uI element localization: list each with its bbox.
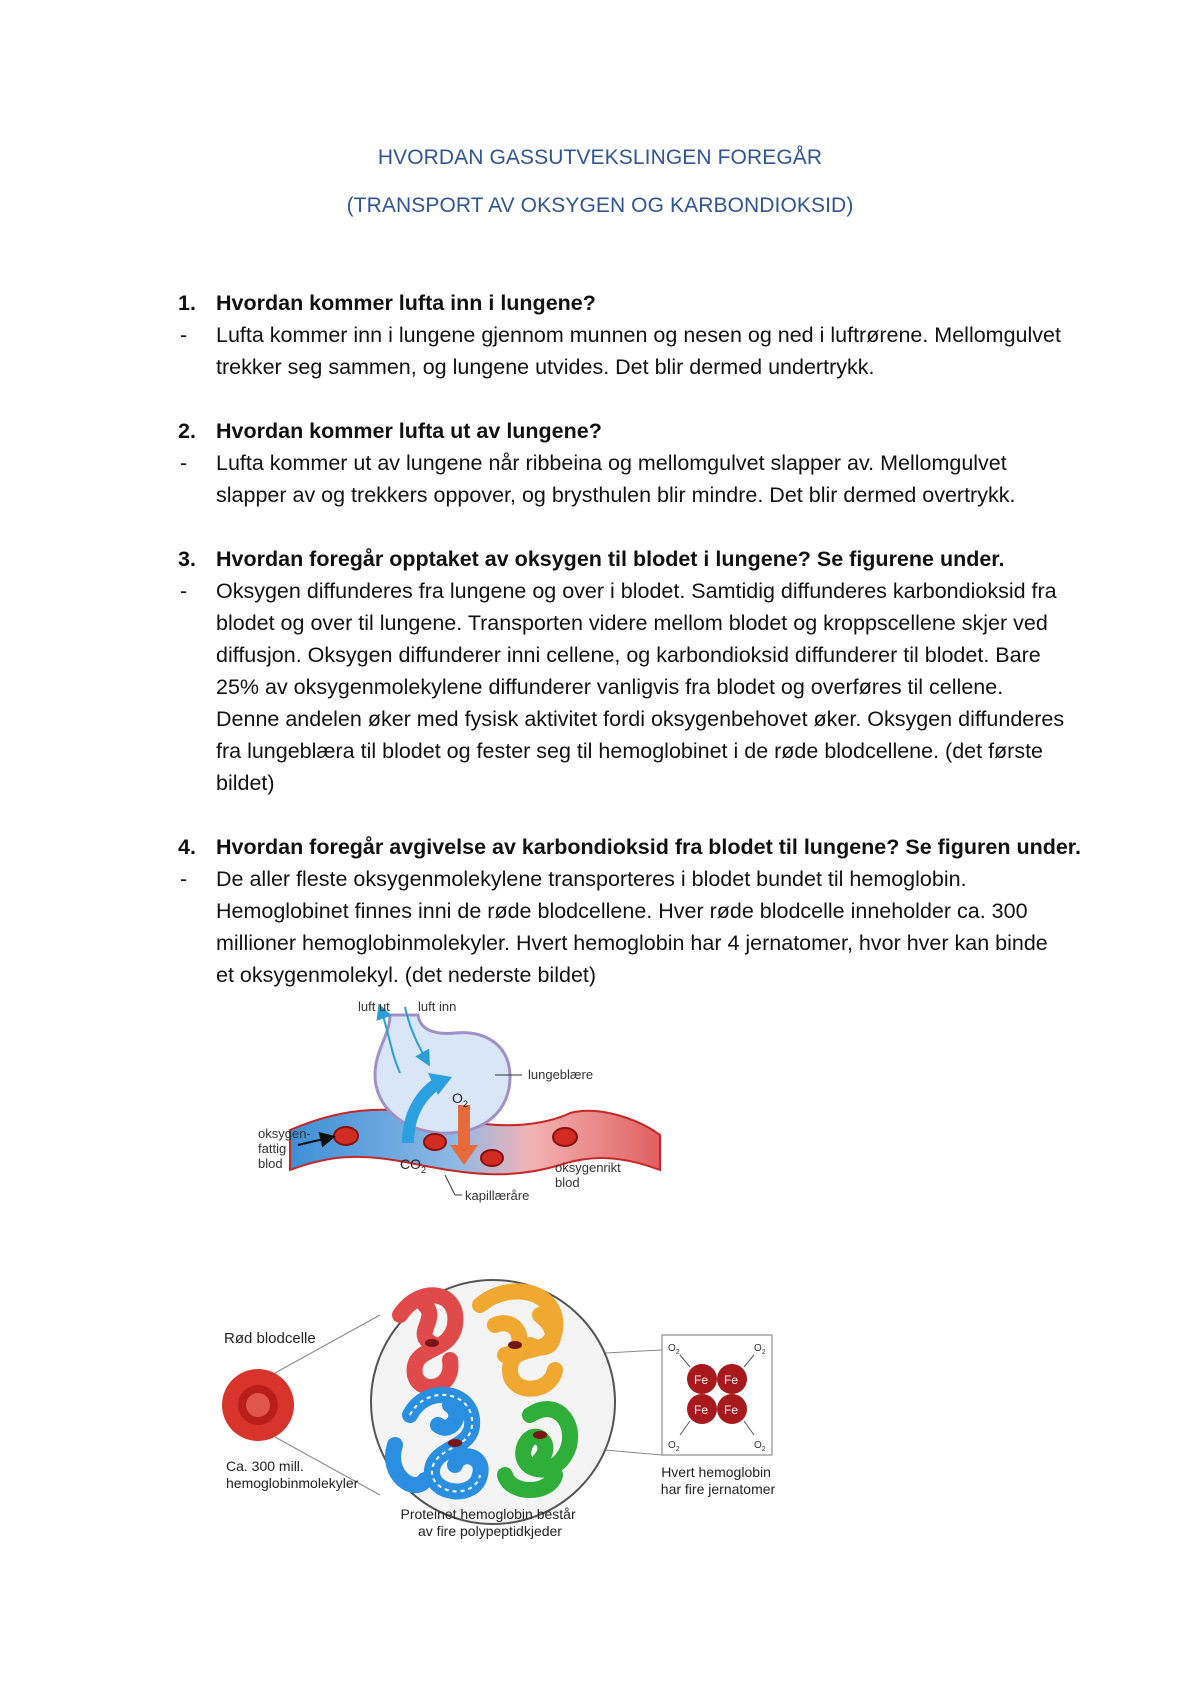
o2-label: $O_2$ — [754, 1343, 766, 1356]
question-block-2 — [0, 415, 1200, 511]
red-blood-cell — [481, 1150, 503, 1166]
label-hvert-hemoglobin: Hvert hemoglobin har fire jernatomer — [660, 1464, 776, 1497]
red-blood-cell — [334, 1127, 358, 1145]
o2-label: $O_2$ — [668, 1343, 680, 1356]
answer-item — [0, 863, 1070, 991]
question-number: 3. — [178, 547, 196, 571]
question-block-4 — [0, 831, 1200, 991]
answer-item — [0, 319, 1070, 383]
question-number: 1. — [178, 291, 196, 315]
label-kapillaerare: kapillæråre — [465, 1188, 530, 1203]
question-text: Hvordan foregår avgivelse av karbondioksid fra blodet til lungene? Se figuren under. — [216, 835, 1081, 859]
question-text: Hvordan foregår opptaket av oksygen til blodet i lungene? Se figurene under. — [216, 547, 1005, 571]
label-line — [445, 1175, 455, 1195]
label-oksygenrikt: oksygenrikt blod — [555, 1160, 621, 1190]
question-block-1 — [0, 287, 1200, 383]
question-heading — [0, 831, 1200, 863]
answer-text: De aller fleste oksygenmolekylene transporteres i blodet bundet til hemoglobin. Hemoglobinet finnes inni de røde blodcellene. Hver røde blodcelle inneholder ca. 300 millioner hemoglobinmolekyler. Hvert hemoglobin har 4 jernatomer, hvor hver kan binde et oksygenmolekyl. (det nederste bildet) — [216, 867, 1048, 987]
heme-group — [533, 1431, 547, 1439]
label-ca-300: Ca. 300 mill. hemoglobinmolekyler — [226, 1458, 359, 1491]
list-dash: - — [180, 451, 188, 475]
iron-label: Fe — [724, 1373, 739, 1387]
question-text: Hvordan kommer lufta ut av lungene? — [216, 419, 602, 443]
question-block-3 — [0, 543, 1200, 799]
question-heading — [0, 287, 1200, 319]
o2-label: $O_2$ — [668, 1440, 680, 1453]
question-number: 2. — [178, 419, 196, 443]
iron-label: Fe — [694, 1373, 709, 1387]
answer-item — [0, 447, 1070, 511]
question-number: 4. — [178, 835, 196, 859]
answer-item — [0, 575, 1070, 799]
o2-label: $O_2$ — [754, 1440, 766, 1453]
label-rod-blodcelle: Rød blodcelle — [224, 1330, 316, 1347]
label-luft-ut: luft ut — [358, 999, 390, 1014]
heme-group — [425, 1339, 439, 1347]
gas-exchange-figure — [240, 995, 700, 1225]
label-lungeblaere: lungeblære — [528, 1067, 594, 1082]
page-subtitle: (TRANSPORT AV OKSYGEN OG KARBONDIOKSID) — [346, 194, 854, 217]
page-title: HVORDAN GASSUTVEKSLINGEN FOREGÅR — [377, 146, 823, 169]
question-text: Hvordan kommer lufta inn i lungene? — [216, 291, 596, 315]
list-dash: - — [180, 867, 188, 891]
answer-text: Oksygen diffunderes fra lungene og over i blodet. Samtidig diffunderes karbondioksid fra blodet og over til lungene. Transporten videre mellom blodet og kroppscellene skjer ved diffusjon. Oksygen diffunderer inni cellene, og karbondioksid diffunderer til blodet. Bare 25% av oksygenmolekylene diffunderer vanligvis fra blodet og overføres til cellene. Denne andelen øker med fysisk aktivitet fordi oksygenbehovet øker. Oksygen diffunderes fra lungeblæra til blodet og fester seg til hemoglobinet i de røde blodcellene. (det første bildet) — [216, 579, 1065, 795]
alveolus-shape — [375, 1015, 510, 1133]
question-heading — [0, 543, 1200, 575]
list-dash: - — [180, 323, 188, 347]
hemoglobin-figure — [210, 1245, 790, 1545]
label-o2: $O_2$ — [452, 1090, 468, 1109]
label-co2: $CO_2$ — [400, 1156, 427, 1175]
label-oksygenfattig: oksygen- fattig blod — [258, 1126, 311, 1171]
red-blood-cell-highlight — [246, 1393, 270, 1417]
question-heading — [0, 415, 1200, 447]
answer-text: Lufta kommer ut av lungene når ribbeina og mellomgulvet slapper av. Mellomgulvet slapper av og trekkers oppover, og brysthulen blir mindre. Det blir dermed overtrykk. — [216, 451, 1016, 507]
o2-arrow — [458, 1105, 470, 1147]
answer-text: Lufta kommer inn i lungene gjennom munnen og nesen og ned i luftrørene. Mellomgulvet trekker seg sammen, og lungene utvides. Det blir dermed undertrykk. — [216, 323, 1061, 379]
label-proteinet: Proteinet hemoglobin består av fire polypeptidkjeder — [400, 1506, 576, 1539]
zoom-line — [605, 1350, 662, 1353]
iron-label: Fe — [724, 1403, 739, 1417]
iron-label: Fe — [694, 1403, 709, 1417]
label-luft-inn: luft inn — [418, 999, 457, 1014]
red-blood-cell — [424, 1134, 446, 1150]
heme-group — [448, 1439, 462, 1447]
zoom-line — [605, 1450, 662, 1455]
red-blood-cell — [553, 1128, 577, 1146]
list-dash: - — [180, 579, 188, 603]
heme-group — [508, 1341, 522, 1349]
